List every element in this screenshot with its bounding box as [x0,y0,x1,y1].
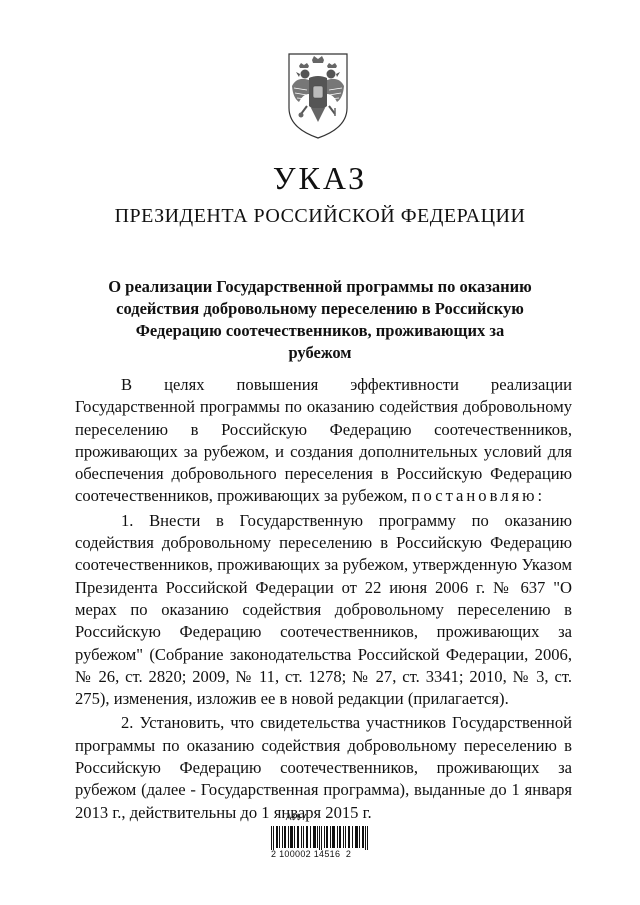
double-headed-eagle-emblem-icon [283,50,353,140]
item-2-paragraph: 2. Установить, что свидетельства участников Государственной программы по оказанию содействия добровольному переселению в Российскую Федерацию соотечественников, проживающих за рубежом (далее - Государственная программа), выданные до 1 января 2013 г., действительны до 1 января 2015 г. [75,713,572,822]
intro-paragraph [75,374,572,508]
barcode-bars [271,826,369,850]
document-heading: О реализации Государственной программы по оказанию содействия добровольному переселению в Российскую Федерацию соотечественников, проживающих за рубежом [108,277,532,362]
page-title: УКАЗ [272,160,368,196]
decree-word: постановляю: [411,486,546,506]
document-body [75,374,572,824]
barcode-number: 2 100002 14516 2 [271,849,352,859]
barcode-signature [285,812,307,822]
page-subtitle: ПРЕЗИДЕНТА РОССИЙСКОЙ ФЕДЕРАЦИИ [114,205,526,227]
barcode [271,816,369,858]
intro-text: В целях повышения эффективности реализации Государственной программы по оказанию содействия добровольному переселению в Российскую Федерацию соотечественников, проживающих за рубежом, и создания дополнительных условий для обеспечения добровольного переселения в Российскую Федерацию соотечественников, проживающих за рубежом, [75,375,572,506]
item-1-paragraph: 1. Внести в Государственную программу по оказанию содействия добровольному переселению в Российскую Федерацию соотечественников, проживающих за рубежом, утвержденную Указом Президента Российской Федерации от 22 июня 2006 г. № 637 "О мерах по оказанию содействия добровольному переселению в Российскую Федерацию соотечественников, проживающих за рубежом" (Собрание законодательства Российской Федерации, 2006, № 26, ст. 2820; 2009, № 11, ст. 1278; № 27, ст. 3341; 2010, № 3, ст. 275), изменения, изложив ее в новой редакции (прилагается). [75,510,572,709]
